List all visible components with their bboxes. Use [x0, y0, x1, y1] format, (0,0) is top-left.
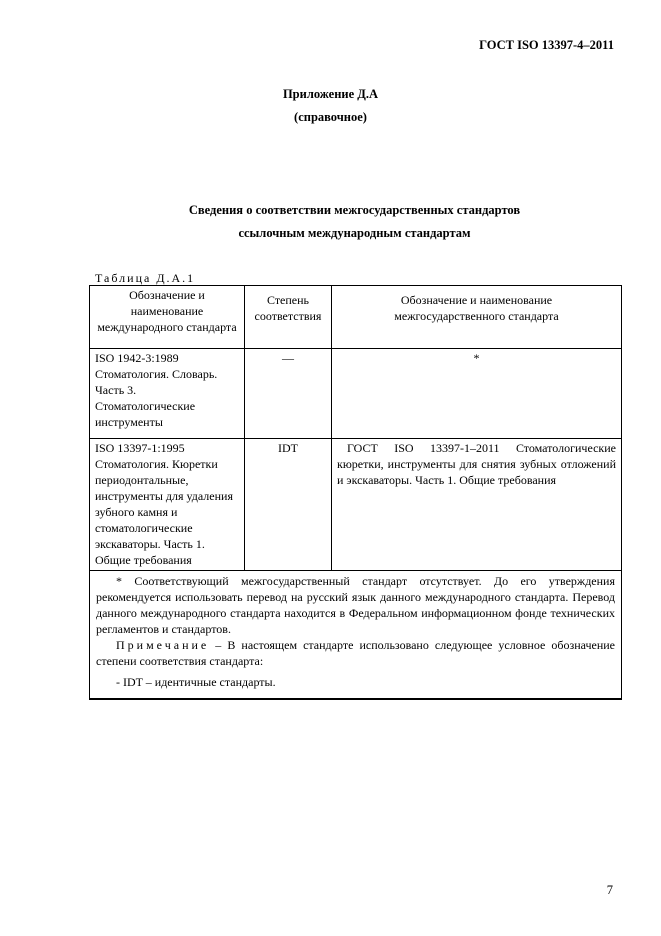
appendix-subtitle: (справочное): [294, 110, 367, 124]
table-footnote: * Соответствующий межгосударственный стандарт отсутствует. До его утверждения рекомендуется использовать перевод на русский язык данного международного стандарта. Перевод данного международного стандарта находится в Федеральном информационном фонде технических регламентов и стандартов.: [96, 574, 615, 636]
table-row: [90, 439, 622, 571]
page-number: 7: [606, 883, 613, 897]
note-text: – В настоящем стандарте использовано следующее условное обозначение степени соответствия стандарта:: [96, 638, 615, 668]
note-label: Примечание: [116, 638, 210, 652]
column-header-interstate: Обозначение и наименование межгосударственного стандарта: [332, 286, 622, 349]
table-note: [96, 637, 615, 669]
column-header-degree: Степень соответствия: [245, 286, 332, 349]
table-footnote-row: [90, 571, 622, 700]
cell-international-standard: ISO 13397-1:1995 Стоматология. Кюретки периодонтальные, инструменты для удаления зубного камня и стоматологические экскаваторы. Часть 1. Общие требования: [90, 439, 245, 571]
column-header-international: Обозначение и наименование международного стандарта: [90, 286, 245, 349]
section-heading-line2: ссылочным международным стандартам: [238, 226, 471, 240]
cell-international-standard: ISO 1942-3:1989 Стоматология. Словарь. Часть 3. Стоматологические инструменты: [90, 349, 245, 439]
cell-degree: —: [245, 349, 332, 439]
table-caption: Таблица Д.А.1: [95, 271, 196, 285]
document-code: ГОСТ ISO 13397-4–2011: [479, 38, 614, 52]
note-list-item: - IDT – идентичные стандарты.: [116, 675, 276, 689]
table-row: [90, 349, 622, 439]
section-heading-line1: Сведения о соответствии межгосударственных стандартов: [188, 203, 521, 217]
cell-degree: IDT: [245, 439, 332, 571]
cell-interstate-standard: ГОСТ ISO 13397-1–2011 Стоматологические кюретки, инструменты для снятия зубных отложений и экскаваторы. Часть 1. Общие требования: [332, 439, 622, 571]
appendix-title: Приложение Д.А: [282, 87, 379, 101]
correspondence-table: [89, 285, 622, 700]
table-header-row: [90, 286, 622, 349]
cell-interstate-standard: *: [332, 349, 622, 439]
table-notes: [90, 571, 622, 700]
